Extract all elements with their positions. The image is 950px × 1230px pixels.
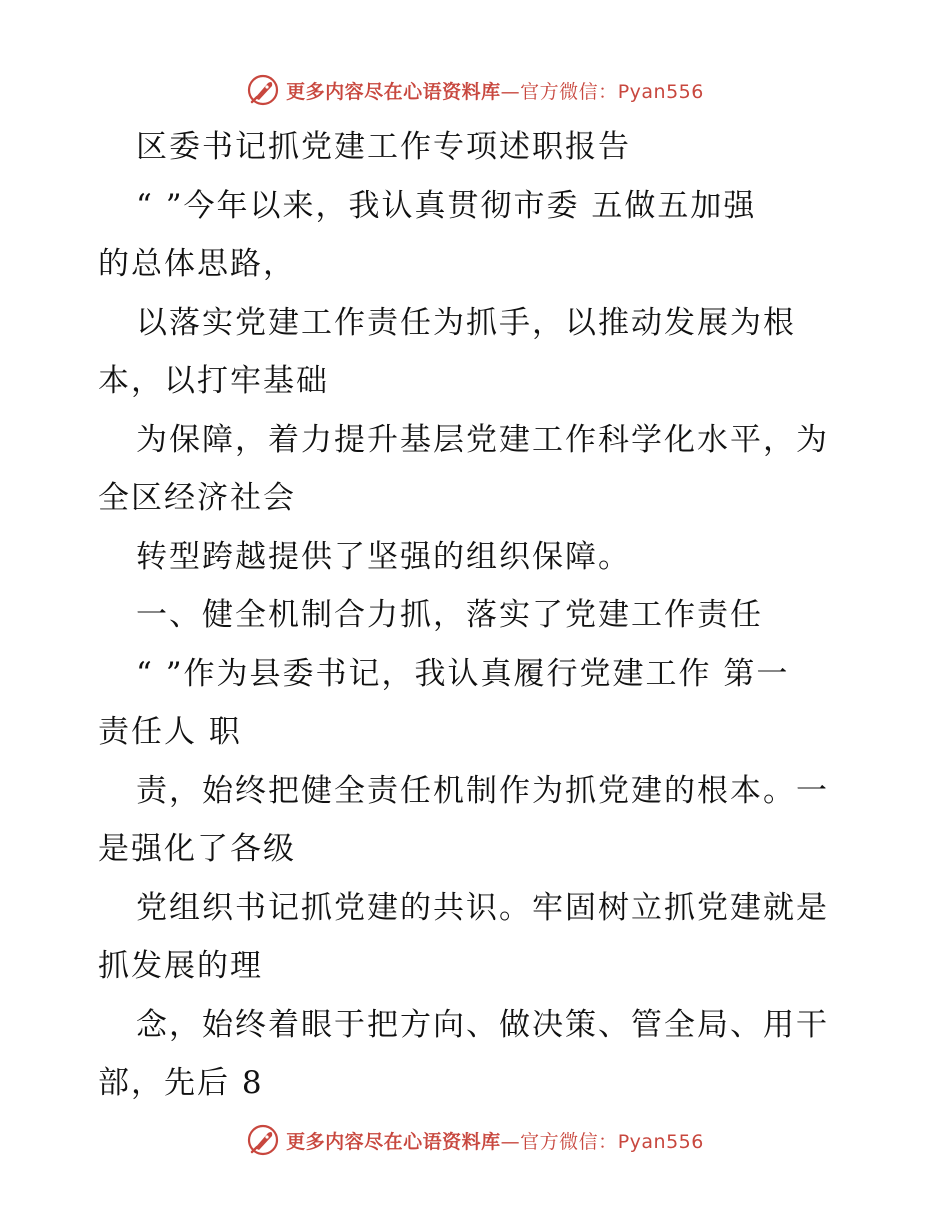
body-line: 的总体思路， xyxy=(98,246,296,282)
watermark-wechat-id: Pyan556 xyxy=(617,80,704,103)
body-line: 部，先后 8 xyxy=(98,1065,264,1101)
quill-pen-logo-icon xyxy=(246,1123,280,1157)
watermark-text xyxy=(286,77,704,104)
body-line: 本，以打牢基础 xyxy=(98,363,329,399)
body-line: 是强化了各级 xyxy=(98,831,296,867)
watermark-group xyxy=(246,73,704,107)
body-line: 转型跨越提供了坚强的组织保障。 xyxy=(136,538,631,575)
watermark-wechat-label: 官方微信： xyxy=(520,80,618,103)
body-line: 抓发展的理 xyxy=(98,948,263,984)
document-title: 区委书记抓党建工作专项述职报告 xyxy=(136,129,631,165)
watermark-wechat-label: 官方微信： xyxy=(520,1130,618,1153)
body-line: 党组织书记抓党建的共识。牢固树立抓党建就是 xyxy=(136,889,829,926)
watermark-wechat-id: Pyan556 xyxy=(617,1130,704,1153)
header-watermark xyxy=(0,70,950,110)
body-line: 责任人 职 xyxy=(98,714,242,750)
footer-watermark xyxy=(0,1120,950,1160)
watermark-brand: 更多内容尽在心语资料库 xyxy=(286,1130,501,1153)
quill-pen-logo-icon xyxy=(246,73,280,107)
body-line: “ ”作为县委书记，我认真履行党建工作 第一 xyxy=(136,655,790,692)
watermark-group xyxy=(246,1123,704,1157)
body-line: “ ”今年以来，我认真贯彻市委 五做五加强 xyxy=(136,187,757,224)
body-line: 责，始终把健全责任机制作为抓党建的根本。一 xyxy=(136,772,829,809)
watermark-dash: — xyxy=(500,1130,521,1153)
watermark-dash: — xyxy=(500,80,521,103)
section-heading: 一、健全机制合力抓，落实了党建工作责任 xyxy=(136,597,763,633)
body-line: 全区经济社会 xyxy=(98,480,296,516)
body-line: 为保障，着力提升基层党建工作科学化水平，为 xyxy=(136,421,829,458)
body-line: 以落实党建工作责任为抓手，以推动发展为根 xyxy=(136,304,796,341)
watermark-brand: 更多内容尽在心语资料库 xyxy=(286,80,501,103)
watermark-text xyxy=(286,1127,704,1154)
body-line: 念，始终着眼于把方向、做决策、管全局、用干 xyxy=(136,1006,829,1043)
document-body xyxy=(98,118,858,1113)
